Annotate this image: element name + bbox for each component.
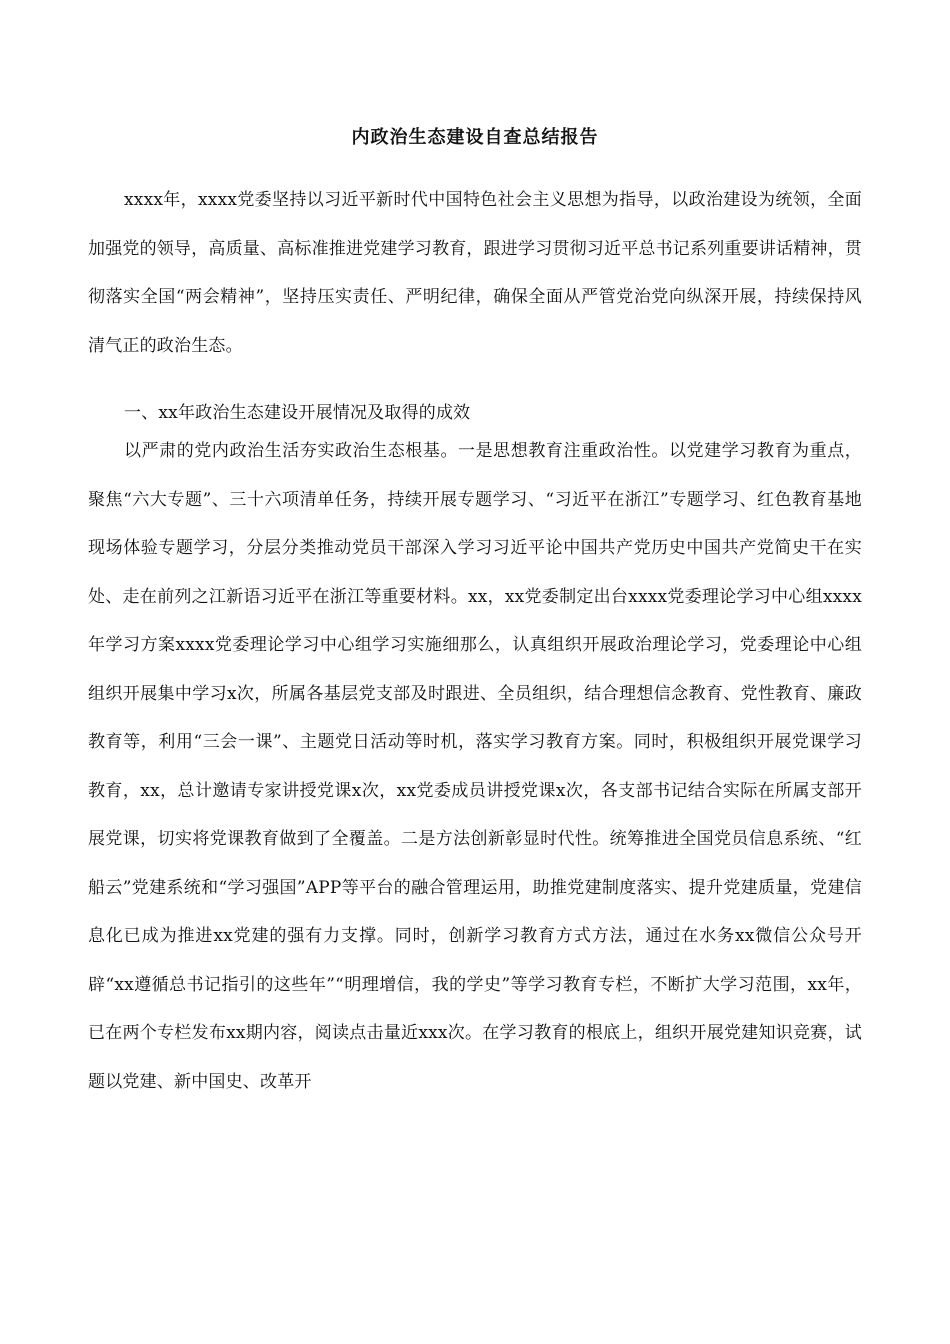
section-body-paragraph: 以严肃的党内政治生活夯实政治生态根基。一是思想教育注重政治性。以党建学习教育为重点，聚焦“六大专题”、三十六项清单任务，持续开展专题学习、“习近平在浙江”专题学习、红色教育基地现场体验专题学习，分层分类推动党员干部深入学习习近平论中国共产党历史中国共产党简史干在实处、走在前列之江新语习近平在浙江等重要材料。xx，xx党委制定出台xxxx党委理论学习中心组xxxx年学习方案xxxx党委理论学习中心组学习实施细那么，认真组织开展政治理论学习，党委理论中心组组织开展集中学习x次，所属各基层党支部及时跟进、全员组织，结合理想信念教育、党性教育、廉政教育等，利用“三会一课”、主题党日活动等时机，落实学习教育方案。同时，积极组织开展党课学习教育，xx，总计邀请专家讲授党课x次，xx党委成员讲授党课x次，各支部书记结合实际在所属支部开展党课，切实将党课教育做到了全覆盖。二是方法创新彰显时代性。统筹推进全国党员信息系统、“红船云”党建系统和“学习强国”APP等平台的融合管理运用，助推党建制度落实、提升党建质量，党建信息化已成为推进xx党建的强有力支撑。同时，创新学习教育方式方法，通过在水务xx微信公众号开辟“xx遵循总书记指引的这些年”“明理增信，我的学史”等学习教育专栏，不断扩大学习范围，xx年，已在两个专栏发布xx期内容，阅读点击量近xxx次。在学习教育的根底上，组织开展党建知识竞赛，试题以党建、新中国史、改革开 bbox=[88, 441, 862, 1092]
document-title: 内政治生态建设自查总结报告 bbox=[351, 127, 599, 148]
section-heading: 一、xx年政治生态建设开展情况及取得的成效 bbox=[124, 403, 471, 423]
intro-paragraph: xxxx年，xxxx党委坚持以习近平新时代中国特色社会主义思想为指导，以政治建设为统领，全面加强党的领导，高质量、高标准推进党建学习教育，跟进学习贯彻习近平总书记系列重要讲话精神，贯彻落实全国“两会精神”，坚持压实责任、严明纪律，确保全面从严管党治党向纵深开展，持续保持风清气正的政治生态。 bbox=[88, 190, 862, 356]
